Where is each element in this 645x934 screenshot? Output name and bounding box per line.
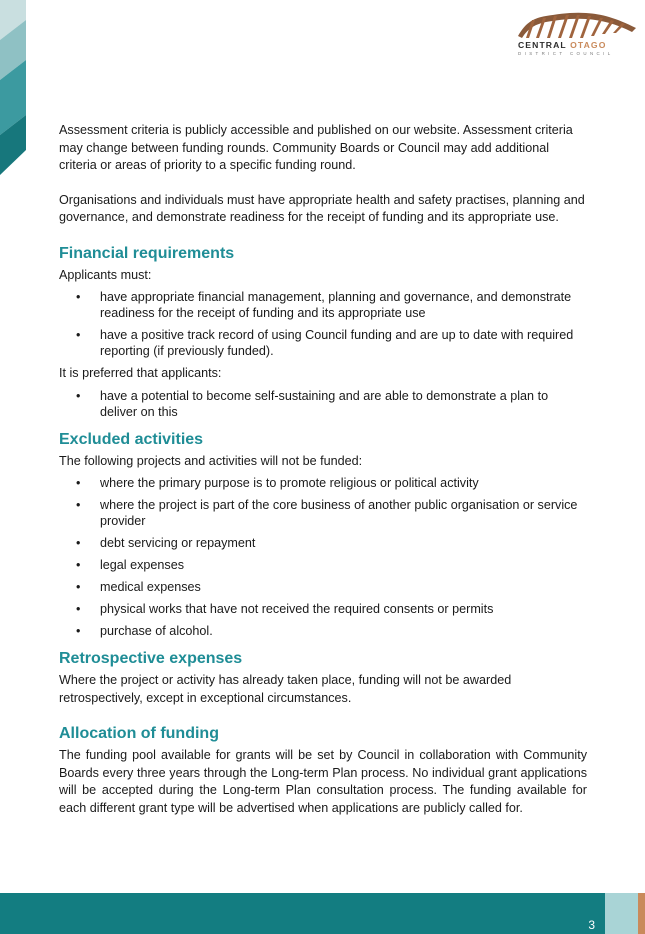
bullet-icon: • [76, 498, 81, 512]
bullet-icon: • [76, 602, 81, 616]
heading-allocation-of-funding: Allocation of funding [59, 725, 219, 742]
heading-retrospective-expenses: Retrospective expenses [59, 650, 243, 667]
bullet-icon: • [76, 558, 81, 572]
retrospective-text: Where the project or activity has already taken place, funding will not be awarded retrospectively, except in exceptional circumstances. [59, 673, 512, 705]
heading-financial-requirements: Financial requirements [59, 244, 235, 262]
left-edge-stripe [0, 0, 26, 175]
list-item: • debt servicing or repayment [76, 536, 256, 550]
list-item: • where the project is part of the core business of another public organisation or service provider [76, 498, 578, 528]
footer-accent-light [605, 893, 638, 934]
allocation-text: The funding pool available for grants will be set by Council in collaboration with Community Boards every three years through the Long-term Plan process. No individual grant applications will be accepted during the Long-term Plan consultation process. The funding available for each different grant type will be advertised when applications are publicly called for. [59, 748, 587, 815]
logo-word-central: CENTRAL [518, 40, 567, 50]
bullet-icon: • [76, 476, 81, 490]
heading-excluded-activities: Excluded activities [59, 430, 204, 448]
bullet-icon: • [76, 624, 81, 638]
list-item: • medical expenses [76, 580, 201, 594]
intro-paragraph-2: Organisations and individuals must have appropriate health and safety practises, planning and governance, and demonstrate readiness for the receipt of funding and its appropriate use. [59, 192, 585, 224]
list-item: • purchase of alcohol. [76, 624, 213, 638]
bullet-icon: • [76, 580, 81, 594]
bullet-icon: • [76, 290, 81, 304]
page-number: 3 [588, 918, 595, 932]
logo-subtitle: DISTRICT COUNCIL [518, 51, 614, 56]
document-body [59, 122, 587, 817]
financial-preferred-lead: It is preferred that applicants: [59, 366, 222, 380]
footer-bar [0, 893, 605, 934]
logo-word-otago: OTAGO [570, 40, 607, 50]
bullet-icon: • [76, 328, 81, 342]
excluded-lead: The following projects and activities will not be funded: [59, 453, 363, 468]
list-item: • have a positive track record of using Council funding and are up to date with required reporting (if previously funded). [76, 328, 574, 358]
bullet-icon: • [76, 536, 81, 550]
footer-accent-copper [638, 893, 645, 934]
financial-lead: Applicants must: [59, 267, 152, 282]
list-item: • legal expenses [76, 558, 185, 572]
list-item: • have appropriate financial management, planning and governance, and demonstrate readiness for the receipt of funding and its appropriate use [76, 290, 572, 320]
financial-must-list [59, 289, 587, 359]
list-item: • where the primary purpose is to promote religious or political activity [76, 476, 479, 490]
intro-paragraph-1: Assessment criteria is publicly accessible and published on our website. Assessment criteria may change between funding rounds. Community Boards or Council may add additional criteria or areas of priority to a specific funding round. [59, 123, 573, 172]
financial-preferred-list [59, 388, 587, 420]
list-item: • have a potential to become self-sustaining and are able to demonstrate a plan to deliver on this [76, 388, 549, 419]
logo-wordmark [518, 40, 640, 50]
bullet-icon: • [76, 388, 81, 403]
excluded-list [59, 475, 587, 639]
list-item: • physical works that have not received the required consents or permits [76, 602, 494, 616]
